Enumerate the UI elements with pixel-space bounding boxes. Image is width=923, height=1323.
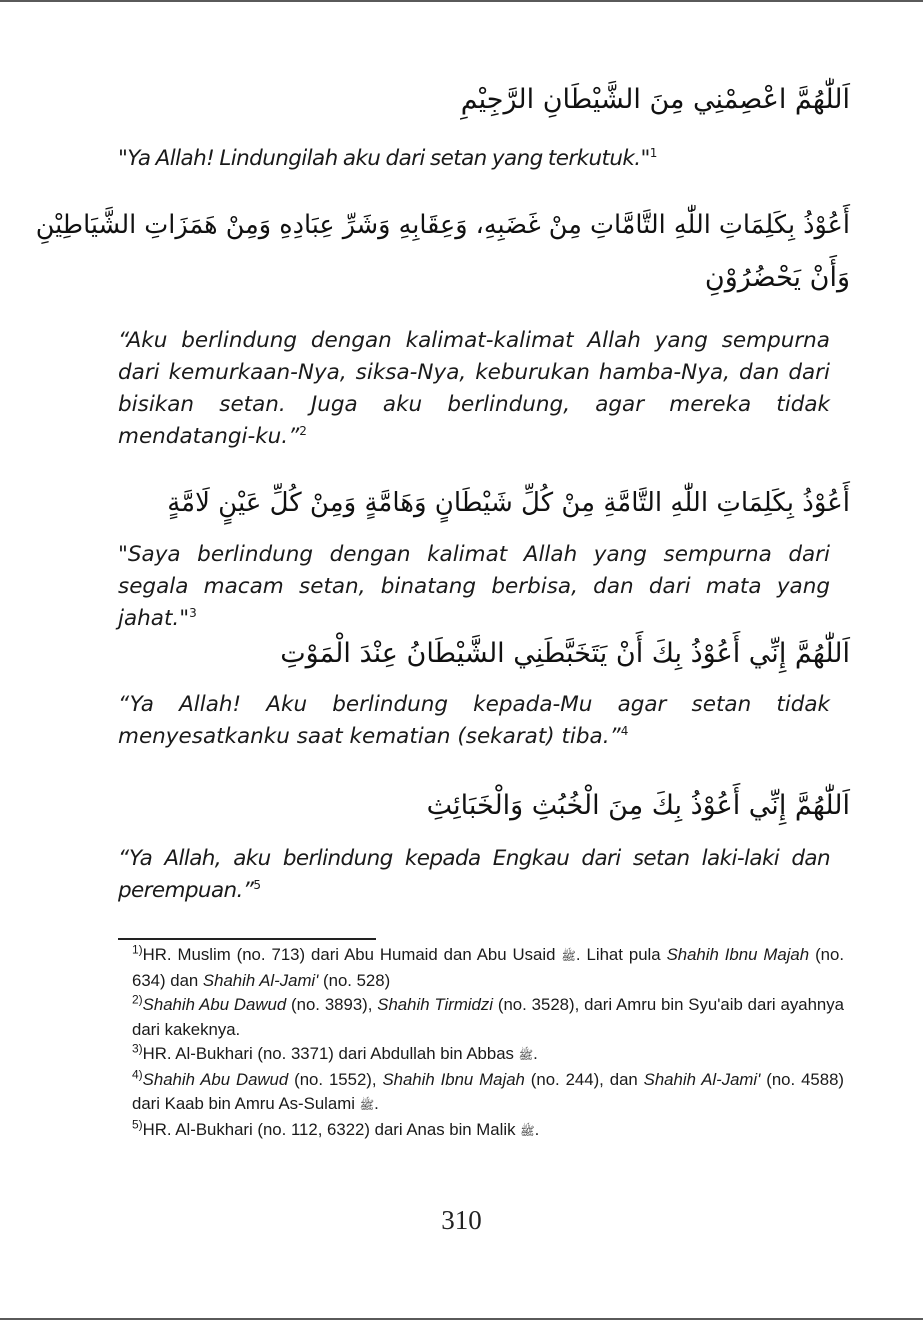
top-page-border — [0, 0, 923, 2]
translation-2 — [118, 325, 830, 453]
arabic-supplication-5: اَللّٰهُمَّ إِنِّي أَعُوْذُ بِكَ مِنَ الْخُبُثِ وَالْخَبَائِثِ — [426, 790, 850, 821]
arabic-supplication-2-line1: أَعُوْذُ بِكَلِمَاتِ اللّٰهِ التَّامَّاتِ مِنْ غَضَبِهِ، وَعِقَابِهِ وَشَرِّ عِبَادِهِ وَمِنْ هَمَزَاتِ الشَّيَاطِيْنِ — [35, 210, 850, 240]
translation-4-text: “Ya Allah! Aku berlindung kepada-Mu agar setan tidak menyesatkanku saat kematian (sekarat) tiba.” — [118, 692, 830, 749]
footnote-5: $^{5)}$HR. Al-Bukhari (no. 112, 6322) dari Anas bin Malik ﷺ. — [132, 1116, 540, 1139]
arabic-supplication-2-line2: وَأَنْ يَحْضُرُوْنِ — [704, 262, 850, 293]
honorific-icon: ﷺ — [520, 1123, 535, 1138]
footnote-ref-3: 3 — [189, 605, 197, 620]
footnote-marker-1: 1) — [132, 942, 143, 957]
footnote-ref-5: 5 — [253, 877, 261, 892]
honorific-icon: ﷺ — [561, 949, 576, 963]
footnote-ref-1: 1 — [649, 145, 657, 160]
bottom-page-border — [0, 1318, 923, 1320]
translation-4 — [118, 689, 830, 753]
arabic-supplication-1: اَللّٰهُمَّ اعْصِمْنِي مِنَ الشَّيْطَانِ الرَّجِيْمِ — [460, 84, 850, 115]
arabic-supplication-4: اَللّٰهُمَّ إِنِّي أَعُوْذُ بِكَ أَنْ يَتَخَبَّطَنِي الشَّيْطَانُ عِنْدَ الْمَوْتِ — [280, 638, 850, 669]
page-number: 310 — [441, 1205, 482, 1235]
footnote-marker-4: 4) — [132, 1066, 143, 1081]
translation-3-text: "Saya berlindung dengan kalimat Allah yang sempurna dari segala macam setan, binatang berbisa, dan dari mata yang jahat." — [118, 542, 830, 631]
footnote-marker-5: 5) — [132, 1116, 143, 1131]
arabic-supplication-3: أَعُوْذُ بِكَلِمَاتِ اللّٰهِ التَّامَّةِ مِنْ كُلِّ شَيْطَانٍ وَهَامَّةٍ وَمِنْ كُلِّ عَيْنٍ لَامَّةٍ — [167, 488, 850, 518]
honorific-icon: ﷺ — [359, 1098, 375, 1112]
footnote-marker-3: 3) — [132, 1041, 143, 1056]
translation-2-text: “Aku berlindung dengan kalimat-kalimat Allah yang sempurna dari kemurkaan-Nya, siksa-Nya, keburukan hamba-Nya, dan dari bisikan setan. Juga aku berlindung, agar mereka tidak mendatangi-ku.” — [118, 328, 830, 449]
translation-5-text: “Ya Allah, aku berlindung kepada Engkau dari setan laki-laki dan perempuan.” — [118, 846, 830, 903]
footnote-1: $^{1)}$HR. Muslim (no. 713) dari Abu Humaid dan Abu Usaid ﷺ. Lihat pula Shahih Ibnu Majah (no. 634) dan Shahih Al-Jami' (no. 528) — [132, 942, 844, 990]
translation-1-text: "Ya Allah! Lindungilah aku dari setan yang terkutuk." — [118, 146, 650, 171]
honorific-icon: ﷺ — [518, 1048, 534, 1062]
footnote-3: $^{3)}$HR. Al-Bukhari (no. 3371) dari Abdullah bin Abbas ﷺ. — [132, 1041, 538, 1063]
footnote-ref-4: 4 — [620, 723, 629, 738]
footnote-2: $^{2)}$Shahih Abu Dawud (no. 3893), Shahih Tirmidzi (no. 3528), dari Amru bin Syu'aib dari ayahnya dari kakeknya. — [132, 992, 844, 1039]
footnotes — [132, 943, 844, 1143]
footnote-4: $^{4)}$Shahih Abu Dawud (no. 1552), Shahih Ibnu Majah (no. 244), dan Shahih Al-Jami' (no. 4588) dari Kaab bin Amru As-Sulami ﷺ. — [132, 1066, 844, 1113]
translation-5 — [118, 843, 830, 907]
translation-1 — [118, 143, 830, 175]
footnote-ref-2: 2 — [299, 423, 307, 438]
footnote-divider — [118, 938, 376, 940]
footnote-marker-2: 2) — [132, 992, 143, 1007]
translation-3 — [118, 539, 830, 635]
